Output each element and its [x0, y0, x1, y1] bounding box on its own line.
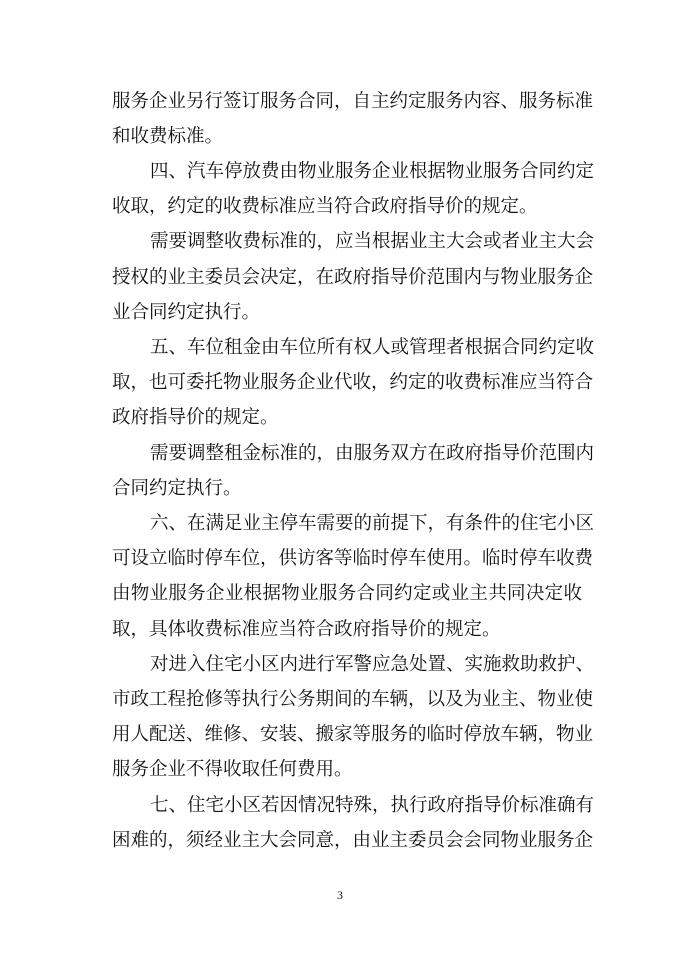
text-line: 服务企业另行签订服务合同，自主约定服务内容、服务标准 — [112, 91, 594, 112]
text-line: 七、住宅小区若因情况特殊，执行政府指导价标准确有 — [150, 795, 595, 816]
text-line: 可设立临时停车位，供访客等临时停车使用。临时停车收费 — [112, 548, 594, 569]
text-line: 和收费标准。 — [112, 126, 224, 147]
text-line: 政府指导价的规定。 — [112, 407, 279, 428]
text-line: 用人配送、维修、安装、搬家等服务的临时停放车辆，物业 — [112, 724, 594, 745]
text-line: 对进入住宅小区内进行军警应急处置、实施救助救护、 — [150, 654, 595, 675]
text-line: 需要调整租金标准的，由服务双方在政府指导价范围内 — [150, 443, 595, 464]
text-line: 合同约定执行。 — [112, 478, 242, 499]
text-line: 困难的，须经业主大会同意，由业主委员会会同物业服务企 — [112, 830, 594, 851]
text-line: 授权的业主委员会决定，在政府指导价范围内与物业服务企 — [112, 267, 594, 288]
text-line: 取，也可委托物业服务企业代收，约定的收费标准应当符合 — [112, 372, 594, 393]
text-line: 需要调整收费标准的，应当根据业主大会或者业主大会 — [150, 231, 595, 252]
text-line: 五、车位租金由车位所有权人或管理者根据合同约定收 — [150, 337, 595, 358]
text-line: 六、在满足业主停车需要的前提下，有条件的住宅小区 — [150, 513, 595, 534]
text-line: 取，具体收费标准应当符合政府指导价的规定。 — [112, 619, 501, 640]
text-line: 收取，约定的收费标准应当符合政府指导价的规定。 — [112, 196, 538, 217]
text-line: 业合同约定执行。 — [112, 302, 261, 323]
text-line: 服务企业不得收取任何费用。 — [112, 759, 353, 780]
text-line: 市政工程抢修等执行公务期间的车辆，以及为业主、物业使 — [112, 689, 594, 710]
page-number: 3 — [337, 888, 343, 902]
text-line: 由物业服务企业根据物业服务合同约定或业主共同决定收 — [112, 583, 582, 604]
text-line: 四、汽车停放费由物业服务企业根据物业服务合同约定 — [150, 161, 595, 182]
